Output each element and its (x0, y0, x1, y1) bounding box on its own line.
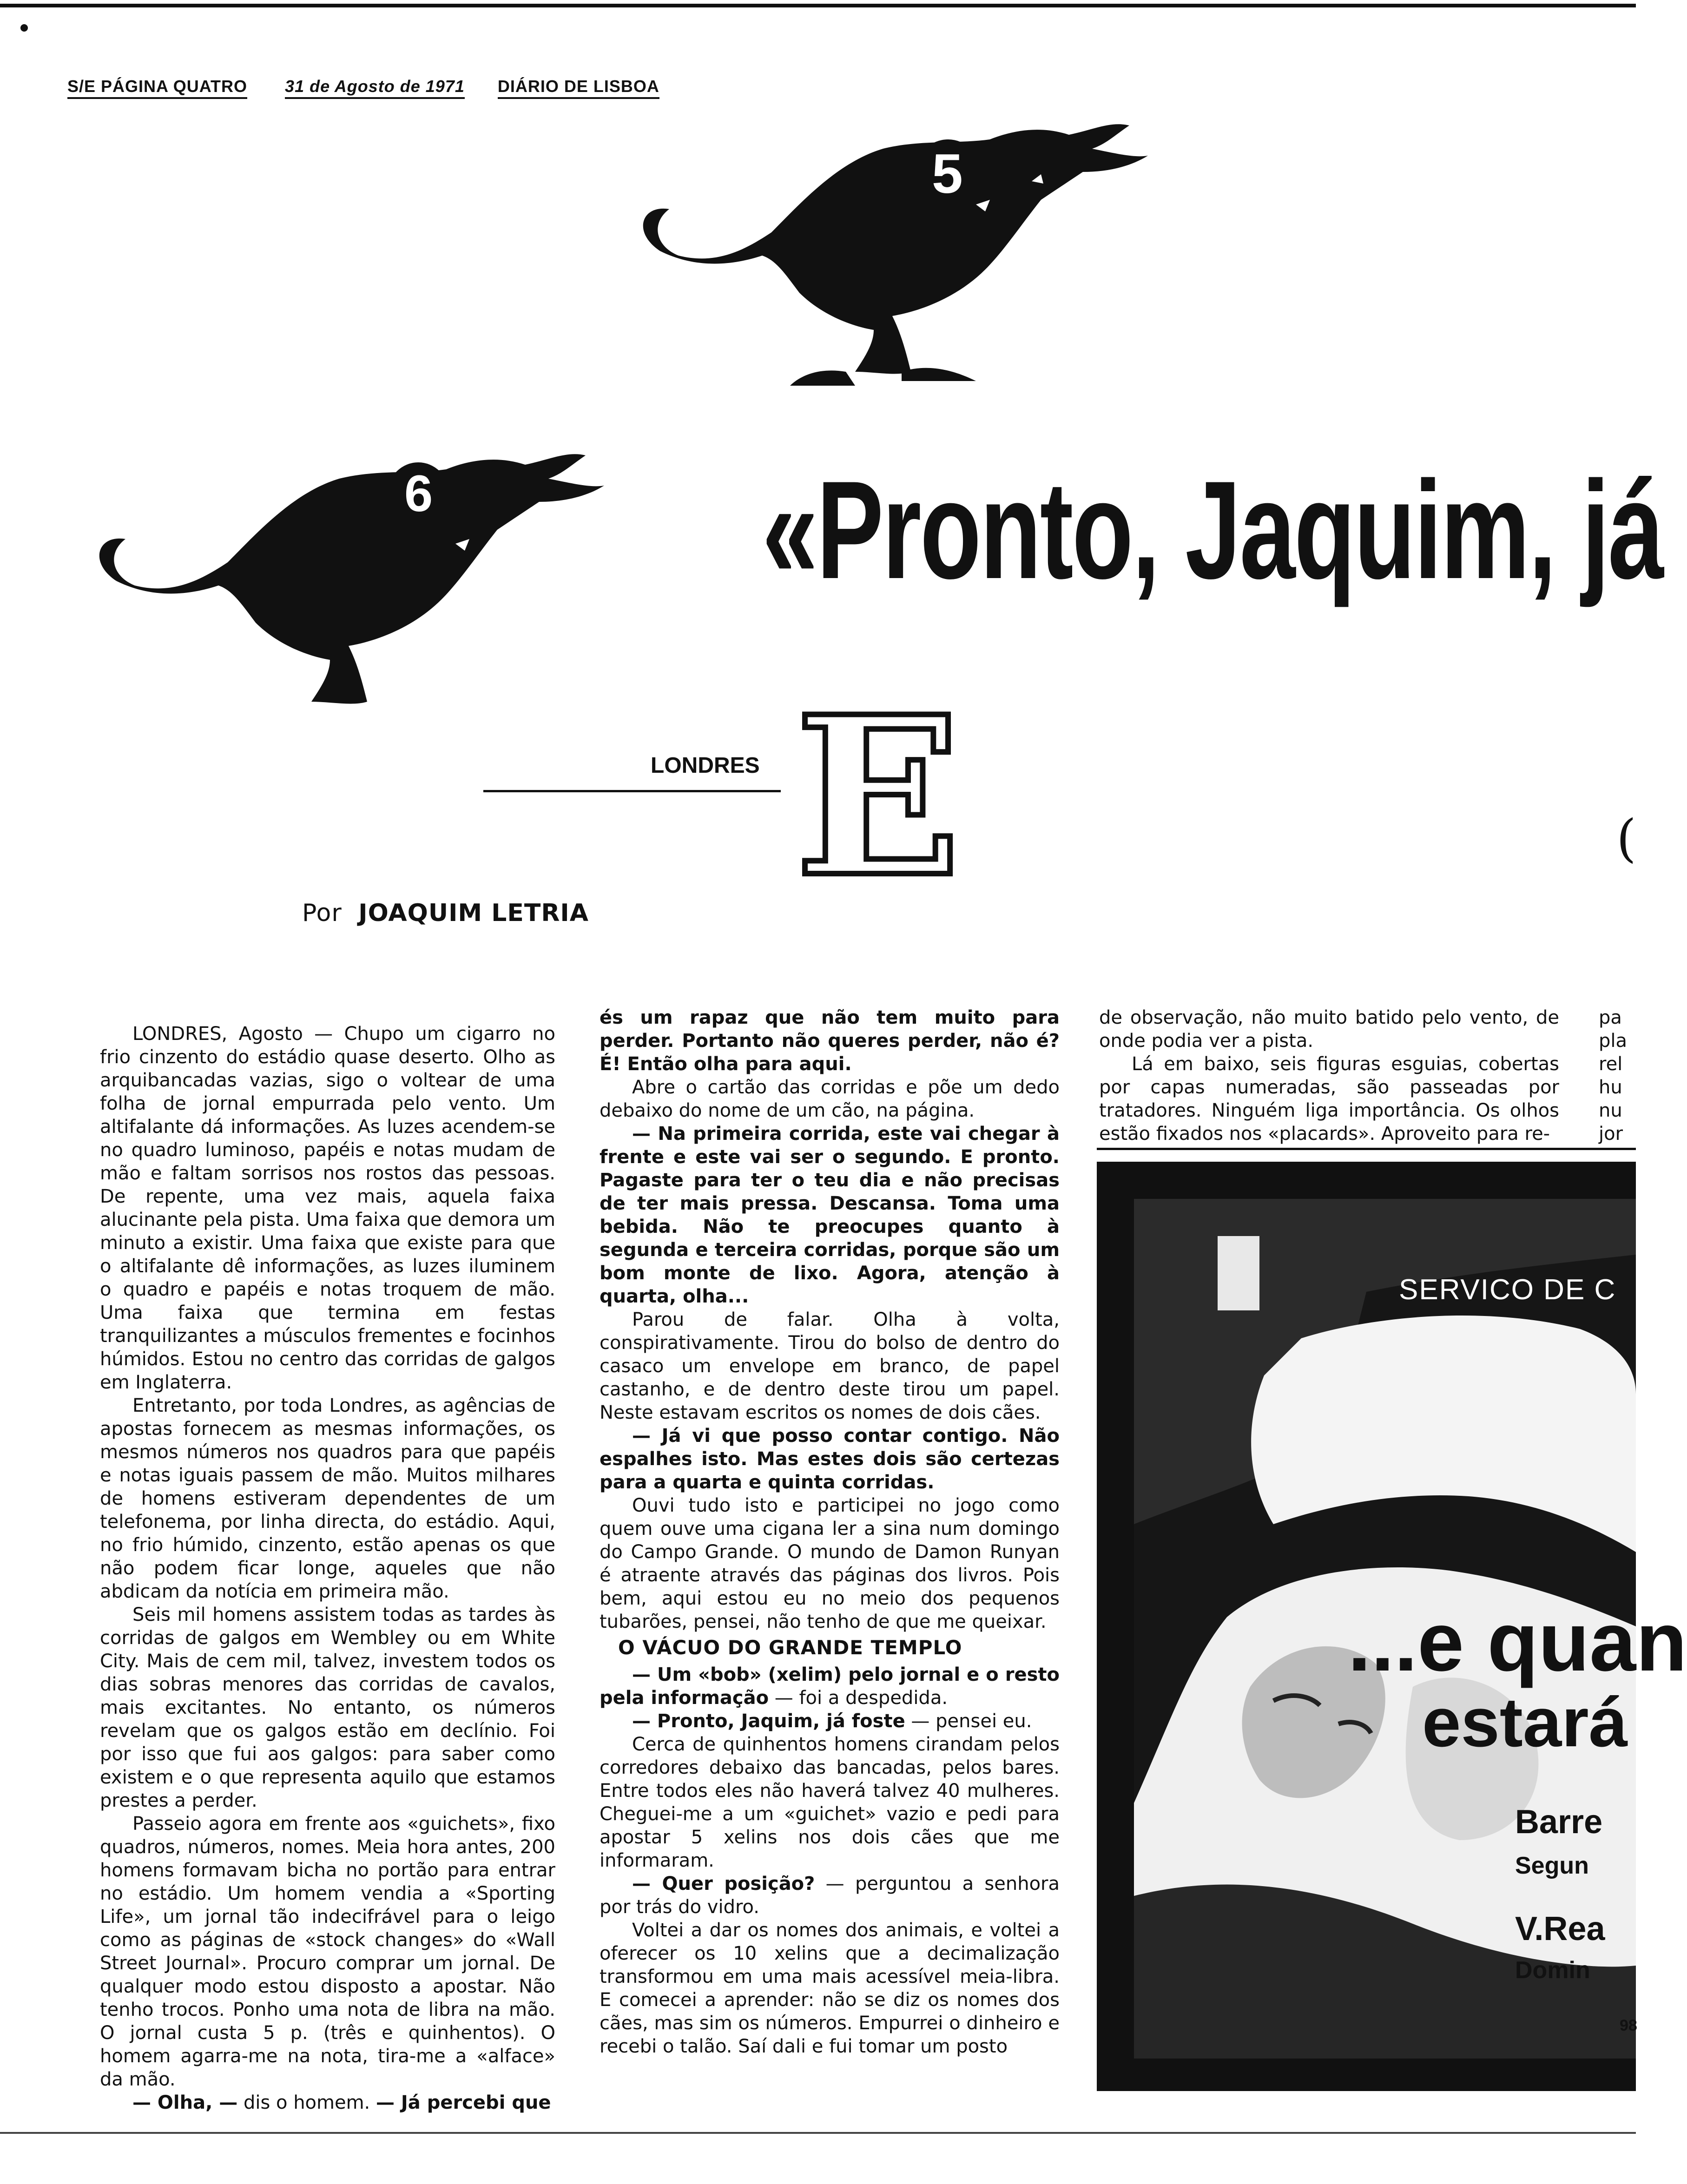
paragraph: és um rapaz que não tem muito para perder. Portanto não queres perder, não é? É! Então olha para aqui. (600, 1007, 1060, 1075)
paragraph: Ouvi tudo isto e participei no jogo como quem ouve uma cigana ler a sina num domingo do Campo Grande. O mundo de Damon Runyan é atraente através das páginas dos livros. Pois bem, aqui estou eu no meio dos pequenos tubarões, pensei, não tenho de que me queixar. (600, 1495, 1060, 1632)
masthead-page-label: S/E PÁGINA QUATRO (67, 77, 247, 99)
paragraph: Voltei a dar os nomes dos animais, e voltei a oferecer os 10 xelins que a decimalização transformou em uma mais acessível meia-libra. E comecei a aprender: não se diz os nomes dos cães, mas sim os números. Empurrei o dinheiro e recebi o talão. Saí dali e fui tomar um posto (600, 1920, 1060, 2057)
article-column-3 (1099, 1006, 1559, 1145)
greyhound-illustration-bottom (84, 432, 706, 711)
subheading: O VÁCUO DO GRANDE TEMPLO (618, 1636, 962, 1659)
kicker-londres: LONDRES (651, 753, 760, 778)
paragraph: Entretanto, por toda Londres, as agências de apostas fornecem as mesmas informações, os mesmos números nos quadros para que papéis e notas iguais passem de mão. Muitos milhares de homens estiveram dependentes de um telefonema, por linha directa, do estádio. Aqui, no frio húmido, cinzento, estão apenas os que não podem ficar longe, aqueles que não abdicam da notícia em primeira mão. (100, 1395, 555, 1602)
ad-subtitle-1: Segun (1515, 1852, 1589, 1879)
ad-tagline-2: estará (1422, 1683, 1628, 1761)
paragraph: LONDRES, Agosto — Chupo um cigarro no frio cinzento do estádio quase deserto. Olho as arquibancadas vazias, sigo o voltear de uma folha de jornal empurrada pelo vento. Um altifalante dá informações. As luzes acendem-se no quadro luminoso, papéis e notas mudam de mão e faltam sorrisos nos rostos das pessoas. De repente, uma vez mais, aquela faixa alucinante pela pista. Uma faixa que demora um minuto a existir. Uma faixa que existe para que o altifalante dê informações, as luzes iluminem o quadro e papéis e notas troquem de mão. Uma faixa que termina em festas tranquilizantes a músculos frementes e focinhos húmidos. Estou no centro das corridas de galgos em Inglaterra. (100, 1023, 555, 1393)
top-border-rule (0, 4, 1636, 7)
dog-number-6: 6 (404, 465, 433, 522)
paragraph: Parou de falar. Olha à volta, conspirativamente. Tirou do bolso de dentro do casaco um envelope em branco, de papel castanho, e de dentro deste tirou um papel. Neste estavam escritos os nomes de dois cães. (600, 1309, 1060, 1423)
paragraph: Lá em baixo, seis figuras esguias, cobertas por capas numeradas, são passeadas por tratadores. Ninguém liga importância. Os olhos estão fixados nos «placards». Aproveito para re- (1099, 1053, 1559, 1145)
byline-author: JOAQUIM LETRIA (358, 899, 589, 927)
ad-top-rule (1097, 1148, 1636, 1150)
text-fragment: rel (1599, 1053, 1623, 1075)
article-column-4-fragment (1599, 1006, 1636, 1145)
kicker-rule (483, 790, 781, 792)
byline (302, 899, 589, 927)
article-column-1 (100, 1022, 555, 2113)
svg-text:E: E (795, 669, 962, 925)
partial-parenthesis: ( (1616, 809, 1636, 868)
ad-tagline-1: ...e quan (1348, 1595, 1687, 1689)
ad-subtitle-2: Domin (1515, 1957, 1590, 1984)
paragraph: — Na primeira corrida, este vai chegar à frente e este vai ser o segundo. E pronto. Pagaste para ter o teu dia e não precisas de ter mais pressa. Descansa. Toma uma bebida. Não te preocupes quanto à segunda e terceira corridas, porque são um bom monte de lixo. Agora, atenção à quarta, olha... (600, 1123, 1060, 1307)
text-fragment: pla (1599, 1030, 1628, 1052)
ad-name-1: Barre (1515, 1803, 1603, 1841)
bottom-border-rule (0, 2132, 1636, 2134)
text-fragment: pa (1599, 1007, 1622, 1028)
paragraph: — Um «bob» (xelim) pelo jornal e o resto pela informação — foi a despedida. (600, 1664, 1060, 1709)
page-number-fragment: 98 (1620, 2017, 1637, 2034)
text-fragment: nu (1599, 1100, 1622, 1121)
paragraph: — Pronto, Jaquim, já foste — pensei eu. (632, 1710, 1032, 1732)
ad-service-text: SERVICO DE C (1399, 1274, 1616, 1306)
masthead (67, 77, 659, 100)
paragraph: Cerca de quinhentos homens cirandam pelos corredores debaixo das bancadas, pelos bares. Entre todos eles não haverá talvez 40 mulheres. Cheguei-me a um «guichet» vazio e pedi para apostar 5 xelins nos dois cães que me informaram. (600, 1734, 1060, 1871)
dog-number-5: 5 (932, 143, 963, 205)
paragraph: Passeio agora em frente aos «guichets», fixo quadros, números, nomes. Meia hora antes, 200 homens formavam bicha no portão para entrar no estádio. Um homem vendia a «Sporting Life», um jornal tão indecifrável para o leigo como as páginas de «stock changes» do «Wall Street Journal». Procuro comprar um jornal. De qualquer modo estou disposto a apostar. Não tenho trocos. Ponho uma nota de libra na mão. O jornal custa 5 p. (três e quinhentos). O homem agarra-me na nota, tira-me a «alface» da mão. (100, 1813, 555, 2090)
paragraph: de observação, não muito batido pelo vento, de onde podia ver a pista. (1099, 1007, 1559, 1052)
byline-prefix: Por (302, 899, 342, 927)
corner-dot (20, 24, 28, 32)
text-fragment: hu (1599, 1077, 1622, 1098)
masthead-paper: DIÁRIO DE LISBOA (498, 77, 659, 99)
masthead-date: 31 de Agosto de 1971 (285, 77, 465, 99)
decorative-initial-e (790, 669, 962, 925)
ad-name-2: V.Rea (1515, 1910, 1605, 1947)
paragraph: — Já vi que posso contar contigo. Não espalhes isto. Mas estes dois são certezas para a quarta e quinta corridas. (600, 1425, 1060, 1493)
greyhound-illustration-top (623, 112, 1264, 390)
article-column-2 (600, 1006, 1060, 2089)
paragraph: — Quer posição? — perguntou a senhora por trás do vidro. (600, 1873, 1060, 1918)
paragraph: Seis mil homens assistem todas as tardes às corridas de galgos em Wembley ou em White City. Mais de cem mil, talvez, investem todos os dias sobras menores das corridas de cavalos, mais excitantes. No entanto, os números revelam que os galgos estão em declínio. Foi por isso que fui aos galgos: para saber como existem e o que representa aquilo que estamos prestes a perder. (100, 1604, 555, 1811)
text-fragment: jor (1599, 1123, 1623, 1145)
paragraph: — Olha, — dis o homem. — Já percebi que (132, 2092, 551, 2113)
article-headline: «Pronto, Jaquim, já (762, 452, 1663, 608)
paragraph: Abre o cartão das corridas e põe um dedo debaixo do nome de um cão, na página. (600, 1077, 1060, 1121)
